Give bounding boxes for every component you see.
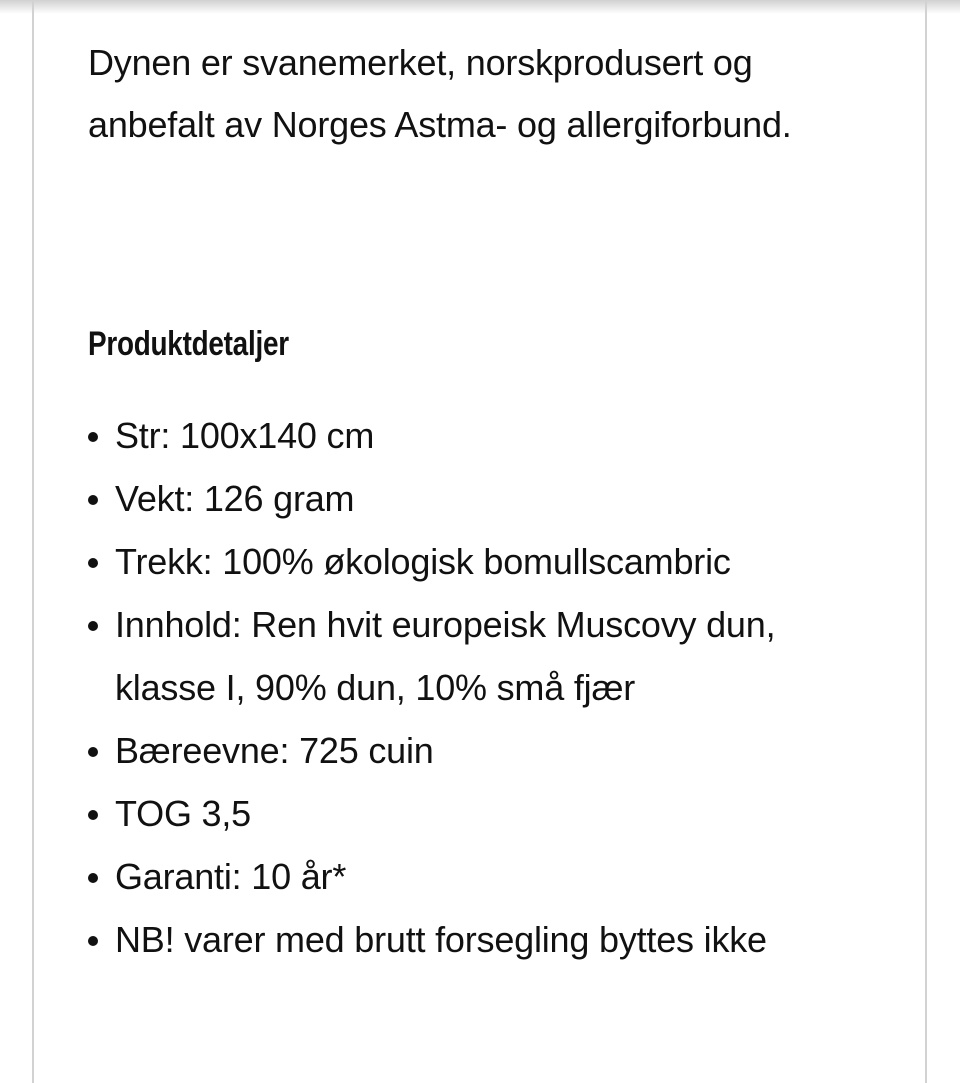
detail-item-return-note: NB! varer med brutt forsegling byttes ikke	[88, 908, 828, 971]
top-shadow	[0, 0, 960, 14]
content-border-right	[925, 0, 927, 1083]
detail-item-tog: TOG 3,5	[88, 782, 828, 845]
product-details-list	[88, 404, 828, 971]
product-description-content	[88, 32, 848, 960]
detail-item-weight: Vekt: 126 gram	[88, 467, 828, 530]
detail-item-filling: Innhold: Ren hvit europeisk Muscovy dun, klasse I, 90% dun, 10% små fjær	[88, 593, 828, 719]
detail-item-size: Str: 100x140 cm	[88, 404, 828, 467]
description-paragraph: Dynen er svanemerket, norskprodusert og anbefalt av Norges Astma- og allergiforbund.	[88, 42, 792, 145]
content-border-left	[32, 0, 34, 1083]
detail-item-cover: Trekk: 100% økologisk bomullscambric	[88, 530, 828, 593]
product-details-heading: Produktdetaljer	[88, 325, 289, 363]
detail-item-warranty: Garanti: 10 år*	[88, 845, 828, 908]
detail-item-fill-power: Bæreevne: 725 cuin	[88, 719, 828, 782]
